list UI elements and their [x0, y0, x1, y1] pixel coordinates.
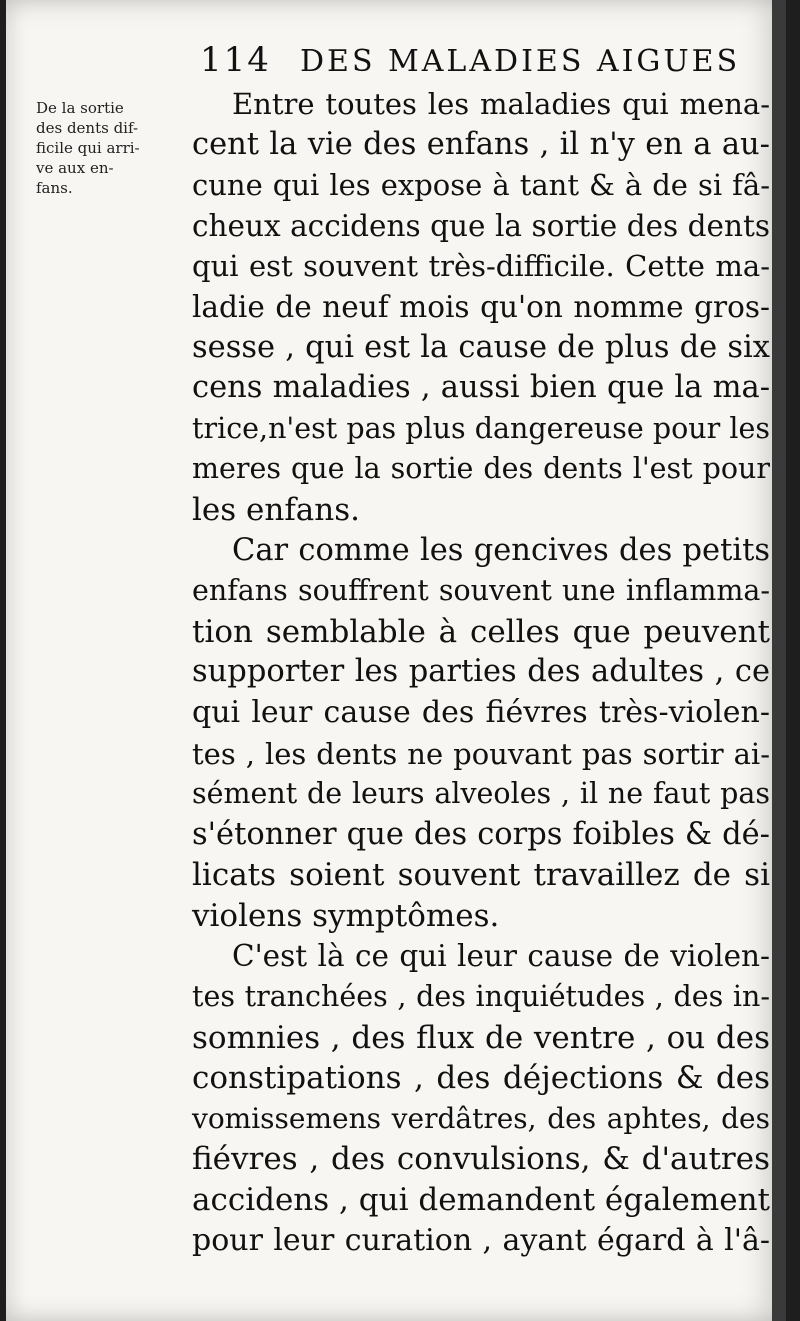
running-title: DES MALADIES AIGUES — [300, 44, 741, 79]
text-line: s'étonner que des corps foibles & dé- — [192, 816, 770, 852]
margin-note-line: ficile qui arri- — [36, 139, 140, 157]
text-line: trice,n'est pas plus dangereuse pour les — [192, 411, 770, 445]
text-line: violens symptômes. — [192, 897, 500, 934]
page-number: 114 — [200, 40, 271, 80]
paragraph — [192, 531, 770, 937]
margin-note — [36, 98, 188, 198]
text-line: tes , les dents ne pouvant pas sortir ai- — [192, 736, 770, 771]
text-line: vomissemens verdâtres, des aphtes, des — [192, 1101, 770, 1135]
text-line: cent la vie des enfans , il n'y en a au- — [192, 126, 770, 162]
text-line: enfans souffrent souvent une inflamma- — [192, 574, 770, 608]
text-line: fiévres , des convulsions, & d'autres — [192, 1141, 770, 1178]
text-line: sesse , qui est la cause de plus de six — [192, 329, 770, 365]
paragraph — [192, 84, 770, 531]
text-line: licats soient souvent travaillez de si — [192, 857, 770, 894]
text-line: somnies , des flux de ventre , ou des — [192, 1019, 770, 1056]
text-line: supporter les parties des adultes , ce — [192, 654, 770, 690]
text-line: constipations , des déjections & des — [192, 1060, 770, 1097]
margin-note-line: ve aux en- — [36, 159, 114, 177]
text-line: pour leur curation , ayant égard à l'â- — [192, 1222, 770, 1258]
text-line: sément de leurs alveoles , il ne faut pas — [192, 777, 770, 811]
margin-note-line: des dents dif- — [36, 119, 139, 137]
text-line: ladie de neuf mois qu'on nomme gros- — [192, 289, 770, 324]
text-line: Car comme les gencives des petits — [232, 532, 770, 568]
book-page — [6, 0, 786, 1321]
text-line: accidens , qui demandent également — [192, 1182, 770, 1219]
text-line: cune qui les expose à tant & à de si fâ- — [192, 168, 770, 203]
text-line: qui est souvent très-difficile. Cette ma- — [192, 249, 770, 284]
text-line: C'est là ce qui leur cause de violen- — [232, 939, 770, 974]
page-edge-shadow — [772, 0, 786, 1321]
paragraph — [192, 936, 770, 1261]
text-line: cheux accidens que la sortie des dents — [192, 208, 770, 243]
text-line: qui leur cause des fiévres très-violen- — [192, 694, 770, 730]
body-text — [192, 84, 770, 1261]
margin-note-line: De la sortie — [36, 99, 124, 117]
page-header — [200, 40, 741, 88]
text-line: les enfans. — [192, 491, 361, 528]
text-line: meres que la sortie des dents l'est pour — [192, 452, 770, 486]
text-line: cens maladies , aussi bien que la ma- — [192, 370, 770, 406]
text-line: tes tranchées , des inquiétudes , des in- — [192, 980, 770, 1014]
text-line: tion semblable à celles que peuvent — [192, 613, 770, 650]
text-line: Entre toutes les maladies qui mena- — [232, 87, 770, 121]
margin-note-line: fans. — [36, 179, 73, 197]
